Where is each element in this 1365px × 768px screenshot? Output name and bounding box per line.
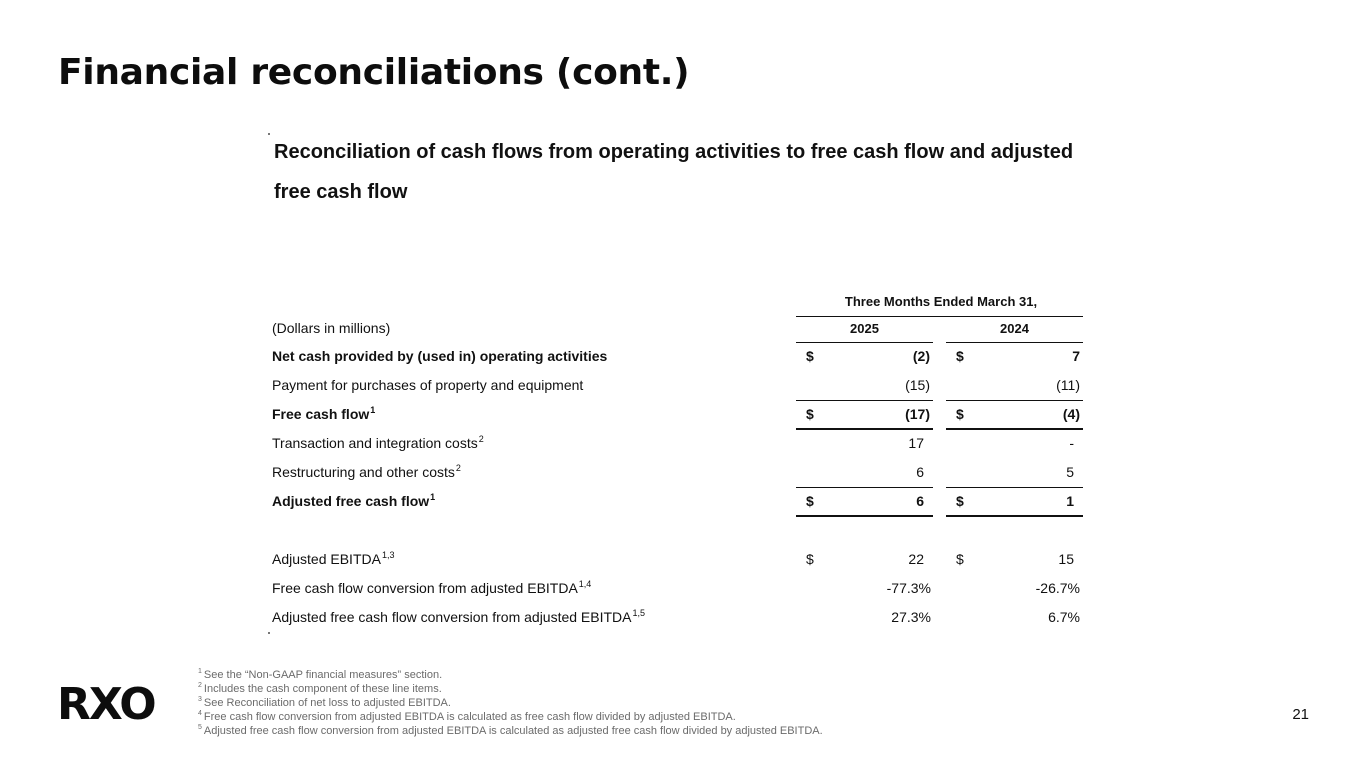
currency-symbol: $ [956,348,964,364]
value-2025: (15) [905,377,930,393]
currency-symbol: $ [806,406,814,422]
reconciliation-table [270,288,1085,632]
section-title: Reconciliation of cash flows from operating activities to free cash flow and adjusted free cash flow [274,141,1074,203]
footnote-ref: 1 [370,405,376,415]
table-row [270,429,1085,458]
table-row [270,487,1085,516]
footnote: $^4$ Free cash flow conversion from adjusted EBITDA is calculated as free cash flow divided by adjusted EBITDA. [198,710,736,723]
footnote-ref: 1 [430,492,436,502]
year-header-2024: 2024 [1000,321,1029,336]
table-header-period-row [270,288,1085,315]
footnote: $^2$ Includes the cash component of these line items. [198,682,442,695]
value-2025: 6 [916,493,924,509]
row-label: Free cash flow conversion from adjusted EBITDA$^{1,4}$ [272,579,592,596]
table-spacer [270,516,1085,545]
value-2024: 1 [1066,493,1074,509]
row-label: Transaction and integration costs$^2$ [272,434,484,451]
page-number: 21 [1292,706,1309,723]
footnote-ref: 1,3 [381,550,395,560]
value-2025: 27.3% [891,609,931,625]
table-row [270,342,1085,371]
row-label: Restructuring and other costs$^2$ [272,463,461,480]
currency-symbol: $ [956,406,964,422]
table-row [270,574,1085,603]
page-title: Financial reconciliations (cont.) [58,52,690,93]
units-label: (Dollars in millions) [272,320,391,336]
row-label: Adjusted EBITDA$^{1,3}$ [272,550,395,567]
footnote-ref: 2 [478,434,484,444]
currency-symbol: $ [806,348,814,364]
value-2024: 15 [1058,551,1074,567]
row-label: Free cash flow$^1$ [272,405,376,422]
period-header: Three Months Ended March 31, [844,294,1038,309]
table-header-year-row [270,315,1085,342]
footnote-ref: 2 [455,463,461,473]
table-row [270,603,1085,632]
value-2024: (11) [1056,377,1080,393]
decorative-dot [268,133,270,135]
row-label: Adjusted free cash flow$^1$ [272,492,436,509]
value-2024: (4) [1062,406,1080,422]
footnote-ref: 1,5 [632,608,646,618]
value-2025: (17) [905,406,930,422]
value-2024: 7 [1072,348,1080,364]
decorative-dot [268,632,270,634]
footnote: $^3$ See Reconciliation of net loss to adjusted EBITDA. [198,696,451,709]
currency-symbol: $ [806,493,814,509]
footnote: $^1$ See the “Non-GAAP financial measures” section. [198,668,443,681]
row-label: Payment for purchases of property and equipment [272,377,584,393]
table-row [270,545,1085,574]
value-2024: 6.7% [1048,609,1080,625]
rxo-logo: RXO [57,679,155,730]
table-row [270,371,1085,400]
value-2025: 17 [908,435,924,451]
value-2024: - [1069,435,1074,451]
footnote: $^5$ Adjusted free cash flow conversion from adjusted EBITDA is calculated as adjusted free cash flow divided by adjusted EBITDA. [198,724,823,737]
value-2025: (2) [912,348,930,364]
footnotes [198,668,823,738]
value-2025: 22 [908,551,924,567]
footnote-ref: 1,4 [578,579,592,589]
value-2024: 5 [1066,464,1074,480]
row-label: Adjusted free cash flow conversion from adjusted EBITDA$^{1,5}$ [272,608,646,625]
value-2025: -77.3% [886,580,931,596]
currency-symbol: $ [956,493,964,509]
currency-symbol: $ [806,551,814,567]
year-header-2025: 2025 [850,321,879,336]
table-row [270,458,1085,487]
value-2024: -26.7% [1035,580,1080,596]
currency-symbol: $ [956,551,964,567]
table-row [270,400,1085,429]
row-label: Net cash provided by (used in) operating activities [272,348,608,364]
value-2025: 6 [916,464,924,480]
